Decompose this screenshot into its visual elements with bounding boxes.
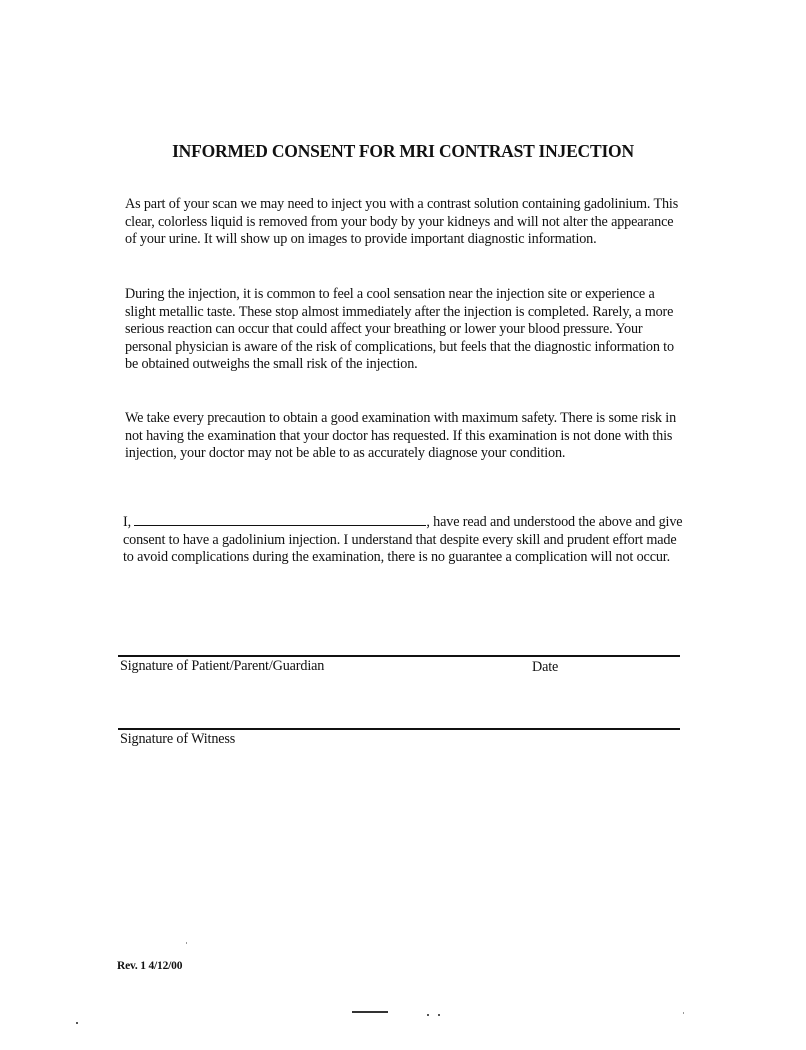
- witness-signature-line[interactable]: [118, 728, 680, 730]
- scan-artifact: [76, 1022, 78, 1024]
- scan-artifact: [352, 1011, 388, 1013]
- scan-artifact: [186, 942, 187, 944]
- date-label: Date: [532, 659, 559, 675]
- patient-name-blank[interactable]: [134, 513, 426, 526]
- scan-artifact: [683, 1012, 684, 1014]
- consent-prefix: I,: [123, 514, 131, 530]
- witness-signature-label: Signature of Witness: [120, 731, 236, 747]
- scan-artifact: [438, 1014, 440, 1016]
- consent-statement: [123, 513, 685, 567]
- consent-text: , have read and understood the above and give consent to have a gadolinium injection. I understand that despite every skill and prudent effort made to avoid complications during the examination, there is no guarantee a complication will not occur.: [123, 514, 683, 566]
- patient-signature-line[interactable]: [118, 655, 680, 657]
- scan-artifact: [427, 1014, 429, 1016]
- paragraph-contrast-intro: As part of your scan we may need to inject you with a contrast solution containing gadolinium. This clear, colorless liquid is removed from your body by your kidneys and will not alter the appearance of your urine. It will show up on images to provide important diagnostic information.: [125, 196, 679, 248]
- paragraph-precautions: We take every precaution to obtain a good examination with maximum safety. There is some risk in not having the examination that your doctor has requested. If this examination is not done with this injection, your doctor may not be able to as accurately diagnose your condition.: [125, 410, 677, 462]
- document-title: INFORMED CONSENT FOR MRI CONTRAST INJECTION: [172, 141, 634, 161]
- patient-signature-label: Signature of Patient/Parent/Guardian: [120, 658, 325, 674]
- revision-note: Rev. 1 4/12/00: [117, 960, 183, 972]
- paragraph-injection-effects: During the injection, it is common to feel a cool sensation near the injection site or experience a slight metallic taste. These stop almost immediately after the injection is completed. Rarely, a more serious reaction can occur that could affect your breathing or lower your blood pressure. Your personal physician is aware of the risk of complications, but feels that the diagnostic information to be obtained outweighs the small risk of the injection.: [125, 286, 674, 373]
